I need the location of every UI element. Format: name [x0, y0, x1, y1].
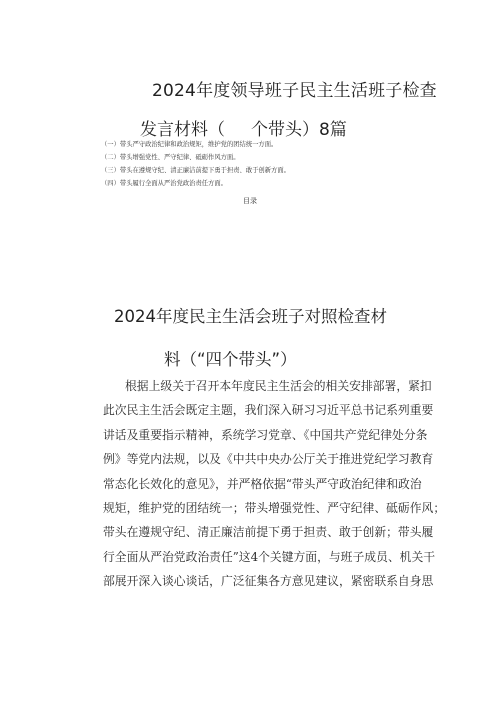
toc-item[interactable]: （一）带头严守政治纪律和政治规矩，维护党的团结统一方面。 — [101, 141, 278, 148]
document-title-line2-part1: 发言材料（ — [140, 120, 225, 140]
toc-item[interactable]: （三）带头在遵规守纪、清正廉洁前提下勇于担责、敢于创新方面。 — [101, 167, 290, 174]
toc-item[interactable]: （四）带头履行全面从严治党政治责任方面。 — [101, 180, 227, 187]
toc-item[interactable]: （二）带头增强党性、严守纪律、砥砺作风方面。 — [101, 154, 240, 161]
toc-label: 目录 — [243, 197, 257, 205]
body-line: 规矩，维护党的团结统一；带头增强党性、严守纪律、砥砺作风； — [103, 501, 446, 516]
body-line: 部展开深入谈心谈话，广泛征集各方意见建议，紧密联系自身思 — [103, 574, 434, 589]
body-line: 带头在遵规守纪、清正廉洁前提下勇于担责、敢于创新；带头履 — [103, 525, 434, 540]
document-title-line2 — [140, 115, 347, 140]
section-title-line1: 2024年度民主生活会班子对照检查材 — [114, 307, 387, 326]
document-title-line1: 2024年度领导班子民主生活班子检查 — [152, 81, 437, 101]
body-line: 行全面从严治党政治责任”这4个关键方面，与班子成员、机关干 — [103, 549, 436, 564]
section-title-line2: 料（“四个带头”） — [164, 350, 297, 369]
table-of-contents — [101, 138, 290, 190]
body-line: 例》等党内法规，以及《中共中央办公厅关于推进党纪学习教育 — [103, 452, 434, 467]
body-paragraph — [103, 374, 446, 594]
body-line: 根据上级关于召开本年度民主生活会的相关安排部署，紧扣 — [125, 379, 432, 393]
document-title-line2-part2: 个带头）8篇 — [251, 120, 347, 140]
body-line: 常态化长效化的意见》，并严格依据“带头严守政治纪律和政治 — [103, 476, 422, 491]
body-line: 此次民主生活会既定主题，我们深入研习习近平总书记系列重要 — [103, 403, 434, 418]
body-line: 讲话及重要指示精神，系统学习党章、《中国共产党纪律处分条 — [103, 427, 428, 442]
